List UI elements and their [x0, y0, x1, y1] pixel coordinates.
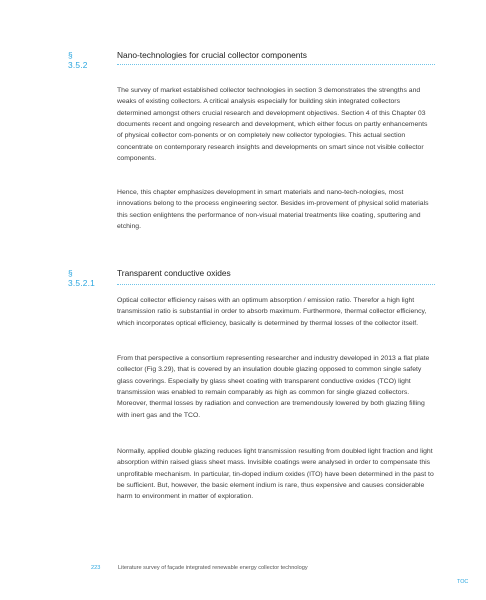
running-title: Literature survey of façade integrated renewable energy collector technology [118, 565, 308, 571]
body-paragraph: Hence, this chapter emphasizes development in smart materials and nano-tech-nologies, most innovations belong to the process engineering sector. Besides im-provement of physical solid materials this section enlightens the performance of non-visual material treatments like coating, sputtering and etching. [117, 189, 429, 231]
section-divider [117, 64, 435, 65]
body-paragraph: The survey of market established collector technologies in section 3 demonstrates the strengths and weaks of existing collectors. A critical analysis especially for building skin integrated collectors determined amongst others crucial research and development objectives. Section 4 of this Chapter 03 documents recent and ongoing research and development, which either focus on partly enhancements of physical collector com-ponents or on completely new collector typologies. This actual section concentrate on contemporary research insights and developments on smart since not visible collector components. [117, 87, 428, 163]
section-title: Nano-technologies for crucial collector components [117, 50, 307, 60]
subsection-number: § 3.5.2.1 [68, 268, 96, 288]
subsection-divider [117, 284, 435, 285]
body-paragraph: Optical collector efficiency raises with an optimum absorption / emission ratio. Therefor a high light transmission ratio is substantial in order to absorb maximum. Furthermore, thermal collector efficiency, which incorporates optical efficiency, basically is determined by thermal losses of the collector itself. [117, 297, 427, 327]
section-number: § 3.5.2 [68, 50, 88, 70]
subsection-title: Transparent conductive oxides [117, 268, 231, 278]
page-number: 223 [91, 565, 101, 571]
body-paragraph: Normally, applied double glazing reduces light transmission resulting from doubled light fraction and light absorption within raised glass sheet mass. Invisible coatings were analysed in order to compensate this unprofitable mechanism. In particular, tin-doped indium oxides (ITO) have been determined in the past to be sufficient. But, however, the basic element indium is rare, thus expensive and causes considerable harm to environment in matter of exploration. [117, 448, 434, 501]
toc-link[interactable]: TOC [457, 579, 469, 585]
body-paragraph: From that perspective a consortium representing researcher and industry developed in 2013 a flat plate collector (Fig 3.29), that is covered by an insulation double glazing opposed to common single safety glass coverings. Especially by glass sheet coating with transparent conductive oxides (TCO) light transmission was enabled to remain comparably as high as common for single glazed collectors. Moreover, thermal losses by radiation and convection are tremendously lowered by both glazing filling with inert gas and the TCO. [117, 355, 430, 419]
